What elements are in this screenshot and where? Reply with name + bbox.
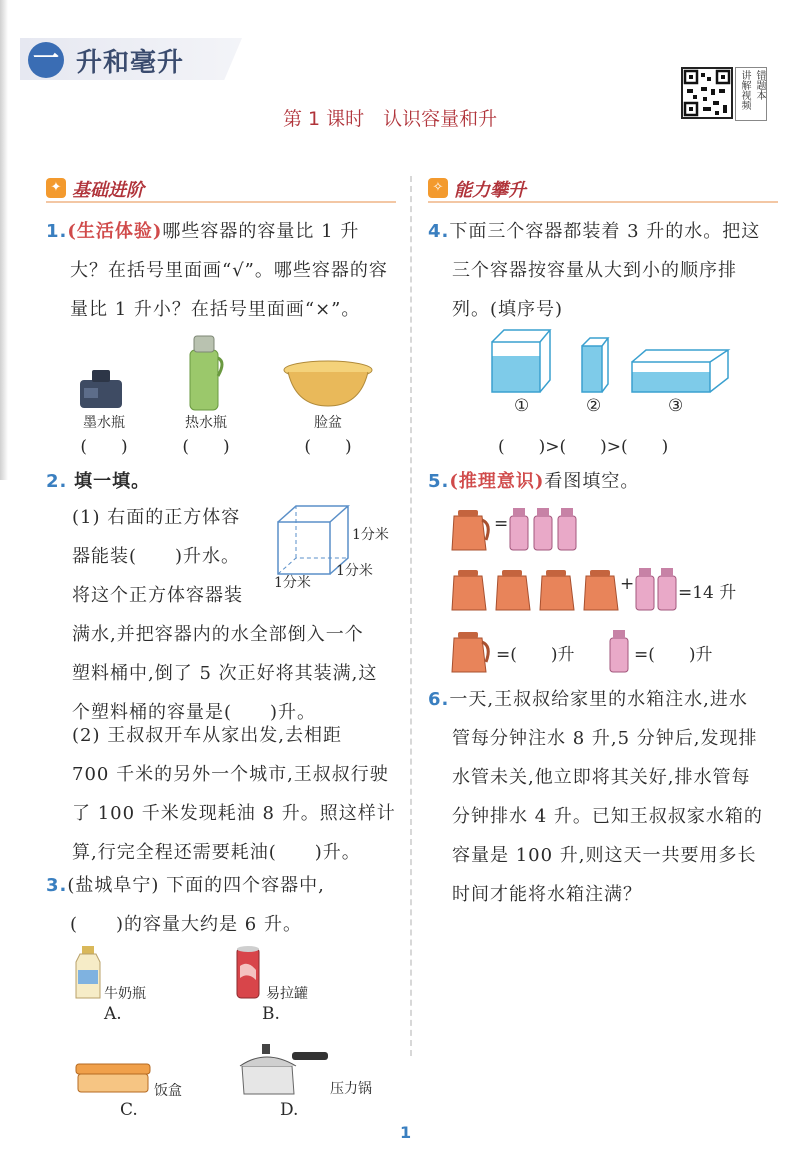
q6-line6: 时间才能将水箱注满？ (452, 884, 642, 905)
q1-item-2-label: 热水瓶 (185, 415, 227, 431)
kettle-group-4 (448, 566, 620, 612)
q2-p1-line2: 器能装( )升水。 (72, 546, 241, 567)
thermos-group-2 (634, 566, 678, 612)
left-section-rule (46, 201, 396, 203)
left-section-title: 基础进阶 (72, 180, 144, 201)
q2-p2-line3: 了 100 千米发现耗油 8 升。照这样计 (72, 803, 396, 824)
q2-p1-line6: 个塑料桶的容量是( )升。 (72, 702, 317, 723)
q5-title: 看图填空。 (544, 471, 640, 492)
q2-title: 填一填。 (74, 471, 151, 492)
cube-label-height: 1分米 (352, 527, 389, 543)
q3-option-c-label: 饭盒 (154, 1083, 182, 1099)
q6-line2: 管每分钟注水 8 升,5 分钟后,发现排 (452, 728, 758, 749)
container-3-icon (628, 346, 732, 394)
q2-p1-line1: (1) 右面的正方体容 (72, 507, 241, 528)
q3-option-a-label: 牛奶瓶 (104, 986, 146, 1002)
question-1 (46, 212, 406, 329)
q3-line1: (盐城阜宁) 下面的四个容器中, (67, 875, 325, 896)
q3-option-d-label: 压力锅 (330, 1081, 372, 1097)
question-3 (46, 866, 406, 944)
runner-icon: ✦ (46, 178, 66, 198)
q1-item-3-blank[interactable]: ( ) (304, 437, 352, 457)
pressure-cooker-icon (236, 1038, 330, 1098)
question-2 (46, 462, 406, 501)
thermos-icon (184, 332, 224, 412)
q6-line1: 一天,王叔叔给家里的水箱注水,进水 (449, 689, 748, 710)
q5-number: 5. (428, 471, 450, 492)
q2-p2-line4: 算,行完全程还需要耗油( )升。 (72, 842, 361, 863)
milk-bottle-icon (74, 944, 102, 1000)
qr-caption (735, 67, 767, 121)
q6-line4: 分钟排水 4 升。已知王叔叔家水箱的 (452, 806, 763, 827)
column-divider (410, 176, 412, 1056)
q3-number: 3. (46, 875, 68, 896)
q2-part2 (72, 716, 402, 872)
lunch-box-icon (72, 1060, 154, 1094)
q5-row2-result: =14 升 (678, 583, 737, 603)
q2-p1-line3: 将这个正方体容器装 (72, 585, 243, 606)
q1-tag: (生活体验) (67, 221, 163, 242)
thermos-single-icon (608, 628, 630, 674)
q4-answer-blanks[interactable]: ( )>( )>( ) (498, 437, 669, 457)
chapter-number: 一 (28, 42, 64, 78)
q2-p2-line2: 700 千米的另外一个城市,王叔叔行驶 (72, 764, 389, 785)
qr-caption-line-2: 错题本 (754, 70, 765, 100)
kettle-icon (448, 506, 494, 552)
q4-line2: 三个容器按容量从大到小的顺序排 (452, 260, 737, 281)
ink-bottle-icon (76, 366, 126, 410)
q3-option-d-letter[interactable]: D. (280, 1100, 299, 1120)
container-3-label: ③ (668, 396, 684, 416)
q3-option-b-letter[interactable]: B. (262, 1004, 280, 1024)
container-2-icon (578, 334, 612, 394)
chapter-title: 升和毫升 (76, 48, 185, 78)
q6-line5: 容量是 100 升,则这天一共要用多长 (452, 845, 757, 866)
q3-option-a-letter[interactable]: A. (104, 1004, 122, 1024)
washbasin-icon (282, 360, 374, 410)
q1-number: 1. (46, 221, 68, 242)
container-1-icon (488, 326, 554, 394)
lesson-title: 第 1 课时 认识容量和升 (283, 108, 498, 130)
q3-line2: ( )的容量大约是 6 升。 (70, 914, 302, 935)
page-edge-shadow (0, 0, 8, 480)
q1-item-1-blank[interactable]: ( ) (80, 437, 128, 457)
q5-kettle-blank[interactable]: =( )升 (496, 645, 575, 665)
question-4 (428, 212, 788, 329)
q1-item-2-blank[interactable]: ( ) (182, 437, 230, 457)
q6-line3: 水管未关,他立即将其关好,排水管每 (452, 767, 751, 788)
q2-p1-line5: 塑料桶中,倒了 5 次正好将其装满,这 (72, 663, 378, 684)
thermos-group-3 (508, 506, 580, 552)
right-section-rule (428, 201, 778, 203)
q4-line3: 列。(填序号) (452, 299, 564, 320)
q4-line1: 下面三个容器都装着 3 升的水。把这 (449, 221, 761, 242)
q2-p1-line4: 满水,并把容器内的水全部倒入一个 (72, 624, 364, 645)
q5-row2-plus: + (620, 574, 635, 594)
right-section-title: 能力攀升 (454, 180, 526, 201)
soda-can-icon (234, 944, 262, 1000)
q4-number: 4. (428, 221, 450, 242)
q5-row1-equals: = (494, 514, 509, 534)
q1-line3: 量比 1 升小？在括号里面画“×”。 (70, 299, 361, 320)
container-2-label: ② (586, 396, 602, 416)
container-1-label: ① (514, 396, 530, 416)
q3-option-c-letter[interactable]: C. (120, 1100, 138, 1120)
question-6 (428, 680, 790, 914)
q2-number: 2. (46, 471, 68, 492)
cube-label-depth: 1分米 (336, 563, 373, 579)
q5-thermos-blank[interactable]: =( )升 (634, 645, 713, 665)
q1-item-3-label: 脸盆 (314, 415, 342, 431)
q3-option-b-label: 易拉罐 (266, 986, 308, 1002)
q1-line2: 大？在括号里面画“√”。哪些容器的容 (70, 260, 388, 281)
q1-item-1-label: 墨水瓶 (83, 415, 125, 431)
kettle-single-icon (448, 628, 494, 674)
q1-line1: 哪些容器的容量比 1 升 (162, 221, 360, 242)
qr-code-icon[interactable] (681, 67, 733, 119)
qr-caption-line-1: 讲解视频 (739, 70, 750, 110)
page-number: 1 (400, 1123, 412, 1142)
q5-tag: (推理意识) (449, 471, 545, 492)
q2-p2-line1: (2) 王叔叔开车从家出发,去相距 (72, 725, 342, 746)
climber-icon: ✧ (428, 178, 448, 198)
q6-number: 6. (428, 689, 450, 710)
question-5 (428, 462, 788, 501)
cube-label-width: 1分米 (274, 575, 311, 591)
